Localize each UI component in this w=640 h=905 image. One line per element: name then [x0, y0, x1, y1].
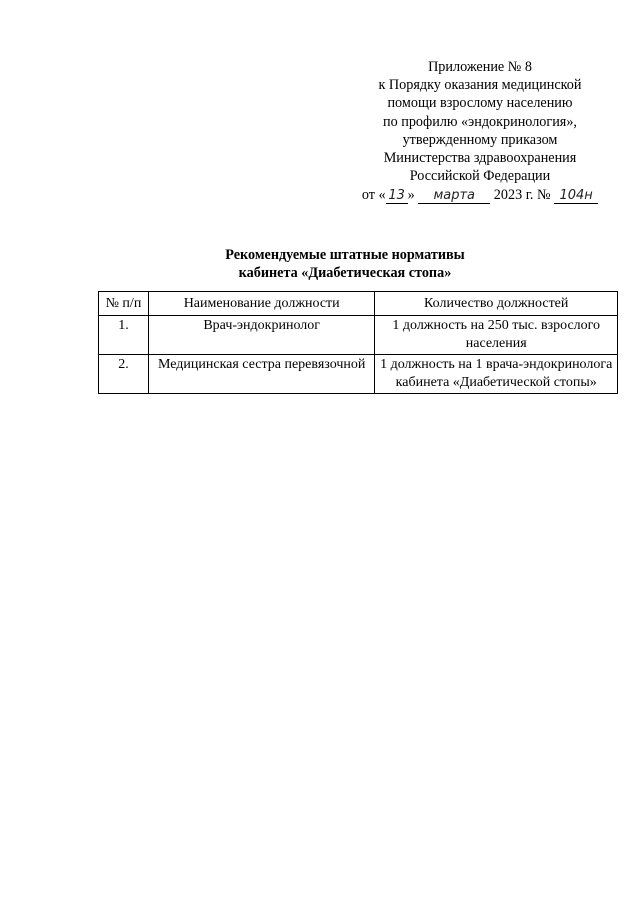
table-header-row: [99, 292, 618, 316]
cell-count: 1 должность на 250 тыс. взрослого населения: [375, 316, 618, 355]
handwritten-order-number: 104н: [554, 189, 598, 204]
date-prefix: от «: [361, 187, 386, 204]
appendix-header: [330, 58, 630, 205]
cell-num: 1.: [99, 316, 149, 355]
appendix-line: по профилю «эндокринология»,: [383, 113, 577, 130]
handwritten-month: марта: [418, 189, 490, 204]
appendix-line: Российской Федерации: [409, 168, 551, 185]
title-line: кабинета «Диабетическая стопа»: [238, 265, 452, 281]
appendix-line: к Порядку оказания медицинской: [378, 77, 582, 94]
cell-num: 2.: [99, 355, 149, 394]
header-count: Количество должностей: [375, 292, 618, 316]
table-row: [99, 355, 618, 394]
table-row: [99, 316, 618, 355]
appendix-line: Приложение № 8: [428, 59, 532, 75]
cell-position: Медицинская сестра перевязочной: [148, 355, 375, 394]
staff-norms-table: [98, 291, 618, 394]
appendix-line: утвержденному приказом: [402, 131, 558, 148]
cell-position: Врач-эндокринолог: [148, 316, 375, 355]
document-title: [150, 246, 540, 282]
appendix-line: помощи взрослому населению: [387, 95, 573, 112]
header-position: Наименование должности: [148, 292, 375, 316]
year-text: 2023 г. №: [493, 187, 551, 204]
cell-count: 1 должность на 1 врача-эндокринолога кабинета «Диабетической стопы»: [375, 355, 618, 394]
day-suffix: »: [407, 187, 415, 204]
header-num: № п/п: [99, 292, 149, 316]
title-line: Рекомендуемые штатные нормативы: [225, 247, 465, 263]
appendix-line: Министерства здравоохранения: [383, 150, 577, 167]
order-date-line: [330, 186, 630, 204]
handwritten-day: 13: [386, 189, 408, 204]
